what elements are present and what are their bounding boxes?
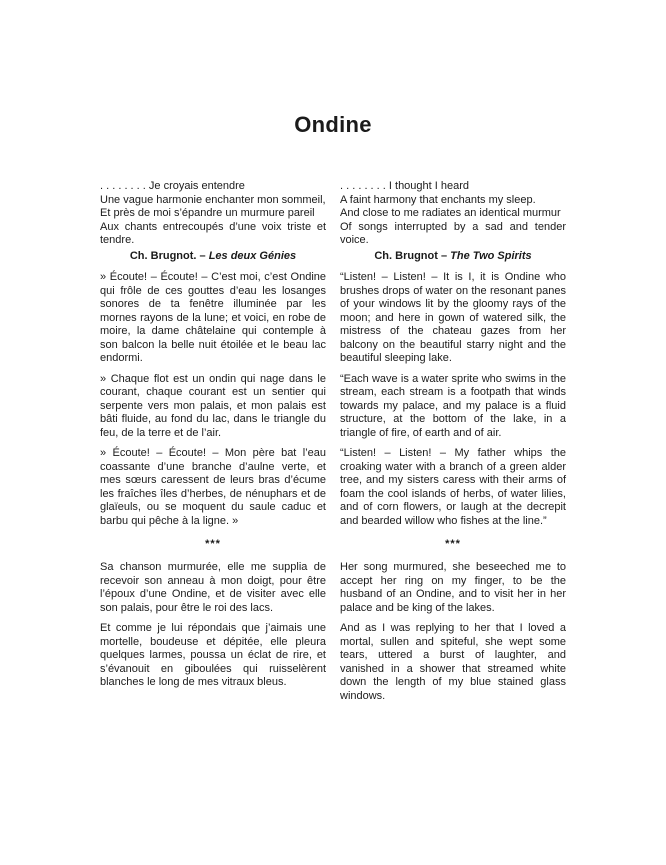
paragraph-row-2 [100, 373, 566, 441]
epigraph-line: Et près de moi s’épandre un murmure pareil [100, 207, 315, 219]
section-separator [100, 538, 566, 551]
epigraph-line: Une vague harmonie enchanter mon sommeil, [100, 193, 326, 206]
epigraph-line: Of songs interrupted by a sad and tender voice. [340, 220, 566, 246]
epigraph-french [100, 180, 326, 263]
epigraph-line: . . . . . . . . I thought I heard [340, 180, 470, 192]
section-separator-english: *** [445, 538, 461, 550]
paragraph-french-4: Sa chanson murmurée, elle me supplia de recevoir son anneau à mon doigt, pour être l’époux d’une Ondine, et de visiter avec elle son palais, pour être le roi des lacs. [100, 561, 326, 614]
paragraph-english-1: “Listen! – Listen! – It is I, it is Ondine who brushes drops of water on the resonant panes of your windows lit by the gloomy rays of the moon; and here in gown of watered silk, the mistress of the chateau gazes from her balcony on the beautiful starry night and the beautiful sleeping lake. [340, 271, 566, 364]
epigraph-section [100, 180, 566, 263]
paragraph-french-3: » Écoute! – Écoute! – Mon père bat l’eau coassante d’une branche d’aulne verte, et mes sœurs caressent de leurs bras d’écume les fraîches îles d’herbes, de nénuphars et de glaïeuls, ou se moquent du saule caduc et barbu qui pêche à la ligne. » [100, 447, 326, 527]
attribution-author: Ch. Brugnot – [374, 249, 451, 262]
paragraph-row-1 [100, 271, 566, 366]
paragraph-english-4: Her song murmured, she beseeched me to accept her ring on my finger, to be the husband of an Ondine, and to visit her in her palace and be king of the lakes. [340, 561, 566, 614]
section-separator-french: *** [205, 538, 221, 550]
epigraph-line: A faint harmony that enchants my sleep. [340, 193, 536, 206]
paragraph-english-3: “Listen! – Listen! – My father whips the croaking water with a branch of a green alder tree, and my sisters caress with their arms of foam the cool islands of herbs, of water lilies, and of corn flowers, or laugh at the decrepit and bearded willow who fishes at the line.” [340, 447, 566, 527]
paragraph-english-2: “Each wave is a water sprite who swims in the stream, each stream is a footpath that winds towards my palace, and my palace is a fluid structure, at the bottom of the lake, in a triangle of fire, of earth and of air. [340, 372, 566, 439]
epigraph-line: And close to me radiates an identical murmur [340, 207, 561, 219]
paragraph-french-5: Et comme je lui répondais que j’aimais une mortelle, boudeuse et dépitée, elle pleura quelques larmes, poussa un éclat de rire, et s’évanouit en giboulées qui ruisselèrent blanches le long de mes vitraux bleus. [100, 622, 326, 688]
paragraph-row-4 [100, 561, 566, 615]
epigraph-english [340, 180, 566, 263]
paragraph-row-3 [100, 447, 566, 528]
attribution-work-title: The Two Spirits [450, 249, 532, 262]
paragraph-english-5: And as I was replying to her that I loved a mortal, sullen and spiteful, she wept some tears, uttered a burst of laughter, and vanished in a shower that streamed white down the length of my blue stained glass windows. [340, 622, 566, 702]
epigraph-attribution-english [340, 248, 566, 264]
paragraph-french-2: » Chaque flot est un ondin qui nage dans le courant, chaque courant est un sentier qui serpente vers mon palais, et mon palais est bâti fluide, au fond du lac, dans le triangle du feu, de la terre et de l’air. [100, 372, 326, 439]
attribution-author: Ch. Brugnot. – [129, 249, 209, 262]
paragraph-french-1: » Écoute! – Écoute! – C’est moi, c’est Ondine qui frôle de ces gouttes d’eau les losanges sonores de ta fenêtre illuminée par les mornes rayons de la lune; et voici, en robe de moire, la dame châtelaine qui contemple à son balcon la belle nuit étoilée et le beau lac endormi. [100, 271, 326, 364]
attribution-work-title: Les deux Génies [208, 249, 297, 262]
epigraph-line: . . . . . . . . Je croyais entendre [100, 180, 245, 192]
page-title: Ondine [294, 112, 372, 137]
paragraph-row-5 [100, 622, 566, 703]
epigraph-attribution-french [100, 248, 326, 264]
epigraph-line: Aux chants entrecoupés d’une voix triste et tendre. [100, 220, 326, 246]
